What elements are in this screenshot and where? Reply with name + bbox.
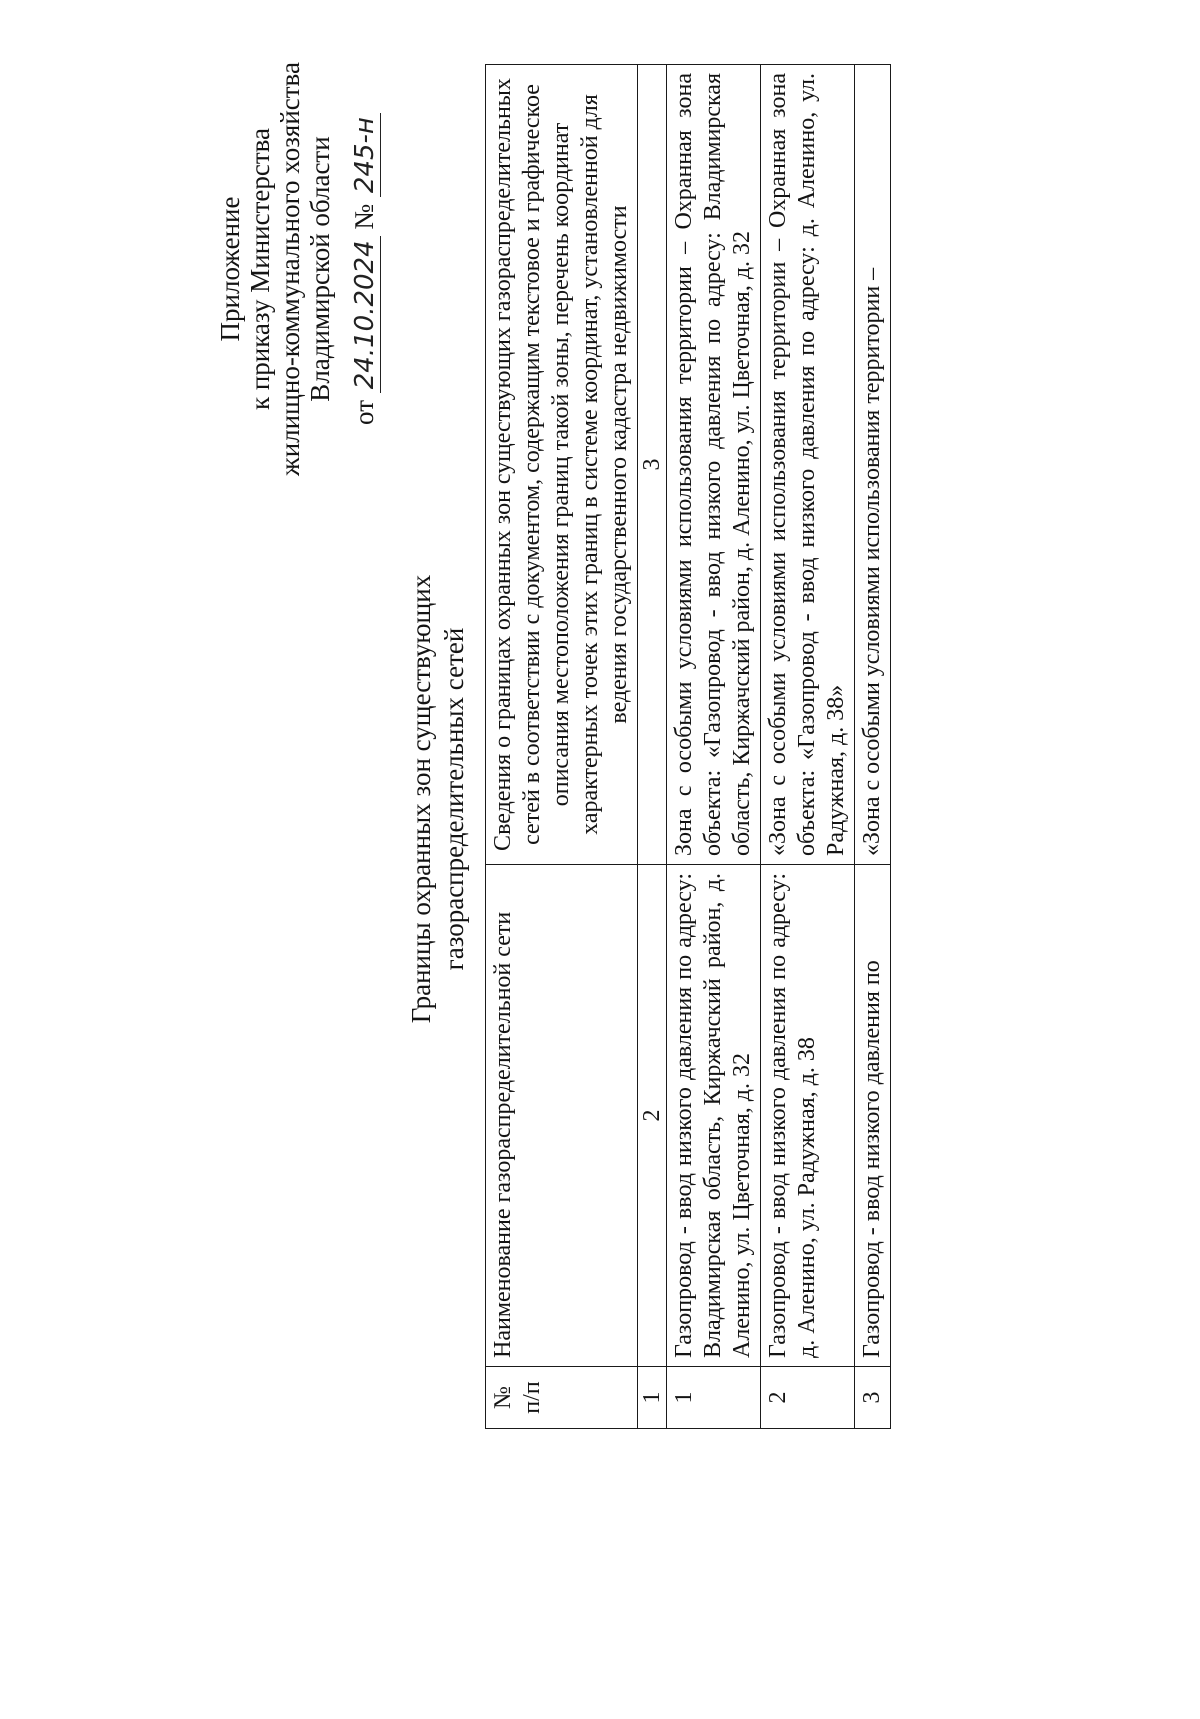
order-number-handwritten: 245-н [350, 113, 381, 197]
appendix-order-line: к приказу Министерства [245, 127, 275, 411]
network-name-cell: Газопровод - ввод низкого давления по адресу: Владимирская область, Киржачский район, д. Аленино, ул. Цветочная, д. 32 [667, 865, 761, 1367]
number-sign: № [349, 203, 379, 230]
appendix-region-line: Владимирской области [305, 136, 335, 402]
network-name-cell: Газопровод - ввод низкого давления по адресу: д. Аленино, ул. Радужная, д. 38 [761, 865, 855, 1367]
order-date-handwritten: 24.10.2024 [350, 236, 381, 393]
appendix-block [215, 29, 381, 509]
title-line-2: газораспределительных сетей [439, 627, 469, 971]
zone-info-cell: «Зона с особыми условиями использования территории – [855, 65, 891, 865]
table-row [667, 65, 761, 1429]
appendix-title: Приложение [215, 196, 245, 342]
order-date-number [349, 29, 381, 509]
row-number: 3 [855, 1367, 891, 1429]
document-title [405, 459, 471, 1139]
title-line-1: Границы охранных зон существующих [406, 574, 436, 1024]
network-name-cell: Газопровод - ввод низкого давления по [855, 865, 891, 1367]
index-cell: 1 [638, 1367, 667, 1429]
appendix-ministry-line: жилищно-коммунального хозяйства [275, 62, 305, 476]
table-row [855, 65, 891, 1429]
zone-info-cell: «Зона с особыми условиями использования территории – Охранная зона объекта: «Газопровод - ввод низкого давления по адресу: д. Аленино, ул. Радужная, д. 38» [761, 65, 855, 865]
zone-info-cell: Зона с особыми условиями использования территории – Охранная зона объекта: «Газопровод - ввод низкого давления по адресу: Владимирская область, Киржачский район, д. Аленино, ул. Цветочная, д. 32 [667, 65, 761, 865]
header-number: № п/п [486, 1367, 638, 1429]
header-zone-info: Сведения о границах охранных зон существующих газораспределительных сетей в соответствии с документом, содержащим текстовое и графическое описания местоположения границ такой зоны, перечень координат характерных точек этих границ в системе координат, установленной для ведения государственного кадастра недвижимости [486, 65, 638, 865]
index-cell: 2 [638, 865, 667, 1367]
index-cell: 3 [638, 65, 667, 865]
header-network-name: Наименование газораспределительной сети [486, 865, 638, 1367]
table-row [761, 65, 855, 1429]
row-number: 1 [667, 1367, 761, 1429]
date-prefix: от [349, 399, 379, 425]
table-index-row [638, 65, 667, 1429]
protection-zones-table [485, 64, 891, 1429]
table-header-row [486, 65, 638, 1429]
row-number: 2 [761, 1367, 855, 1429]
